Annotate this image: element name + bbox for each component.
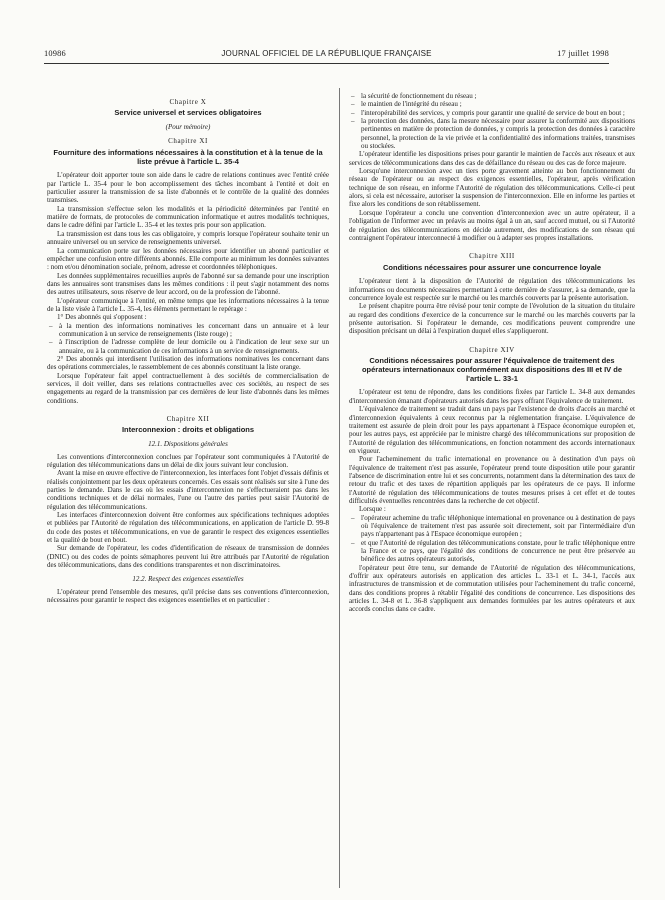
page-number: 10986 [44, 49, 66, 58]
spacer [47, 569, 329, 573]
dash-bullet: – [351, 538, 355, 547]
list-item-text: la sécurité de fonctionnement du réseau ; [361, 92, 477, 100]
paragraph: Le présent chapitre pourra être révisé pour tenir compte de l'évolution de la situation du titulaire au regard des conditions d'exercice de la concurrence sur le marché ou les marchés couverts par la présente autorisation. Si l'opérateur le demande, ces modifications peuvent comprendre une disposition précisant un délai à l'expiration duquel elles s'appliqueront. [349, 302, 635, 336]
paragraph: L'équivalence de traitement se traduit dans un pays par l'existence de droits d'accès au marché et d'interconnexion équivalents à ceux reconnus par la réglementation française. L'équivalence de traitement est assurée de plein droit pour les pays appartenant à l'Espace économique européen et, pour les autres pays, est appréciée par le ministre chargé des télécommunications sur proposition de l'Autorité de régulation des télécommunications, en fonction notamment des accords internationaux en vigueur. [349, 405, 635, 455]
list-item [349, 117, 635, 150]
dash-bullet: – [351, 117, 355, 126]
section-heading: Conditions nécessaires pour assurer l'équivalence de traitement des opérateurs internationaux conformément aux dispositions des III et IV de l'article L. 33-1 [361, 356, 623, 383]
dash-bullet: – [49, 321, 53, 330]
dash-bullet: – [351, 108, 355, 117]
paragraph: L'opérateur identifie les dispositions prises pour garantir le maintien de l'accès aux réseaux et aux services de télécommunications dans des cas de défaillance du réseau ou des cas de force majeure. [349, 150, 635, 167]
list-item-text: la protection des données, dans la mesure nécessaire pour assurer la conformité aux dispositions pertinentes en matière de protection de données, y compris la protection des données à caractère personnel, la protection de la vie privée et la confidentialité des informations traitées, transmises ou stockées. [361, 117, 635, 151]
journal-title: JOURNAL OFFICIEL DE LA RÉPUBLIQUE FRANÇAISE [221, 49, 432, 58]
right-column [349, 92, 635, 614]
chapter-label: Chapitre X [169, 98, 207, 106]
subsection-title: 12.1. Dispositions générales [148, 440, 228, 449]
paragraph: Lorsque : [359, 505, 386, 514]
section-heading: Interconnexion : droits et obligations [121, 425, 255, 435]
chapter-label: Chapitre XIV [469, 345, 515, 354]
paragraph: Avant la mise en œuvre effective de l'interconnexion, les interfaces font l'objet d'essais définis et réalisés conjointement par les deux opérateurs concernés. Ces essais sont réalisés sur site à l'une des parties le demande. Dans le cas où les essais d'interconnexion ne s'effectueraient pas dans les conditions techniques et de délai normales, l'une ou l'autre des parties peut saisir l'Autorité de régulation des télécommunications. [47, 469, 329, 511]
paragraph: Les conventions d'interconnexion conclues par l'opérateur sont communiquées à l'Autorité de régulation des télécommunications dans un délai de dix jours suivant leur conclusion. [47, 452, 329, 469]
list-item-text: le maintien de l'intégrité du réseau ; [361, 100, 462, 109]
paragraph: La transmission s'effectue selon les modalités et la périodicité déterminées par l'entité en matière de formats, de protocoles de communication informatique et autres modalités techniques, dans le cadre défini par l'article L. 35-4 et les textes pris pour son application. [47, 204, 329, 230]
left-column [47, 92, 329, 604]
dash-bullet: – [351, 92, 355, 100]
running-header [44, 49, 609, 63]
chapter-label: Chapitre XI [168, 137, 208, 146]
list-item [47, 338, 329, 355]
section-heading: Service universel et services obligatoires [114, 108, 262, 118]
paragraph: Les interfaces d'interconnexion doivent être conformes aux spécifications techniques adoptées et publiées par l'Autorité de régulation des télécommunications, en application de l'article D. 99-8 du code des postes et télécommunications, en vue de garantir le respect des exigences essentielles et la qualité de bout en bout. [47, 510, 329, 544]
paragraph: Lorsque l'opérateur fait appel contractuellement à des sociétés de commercialisation de services, il doit veiller, dans ses relations contractuelles avec ces sociétés, au respect de ses engagements au regard de la transmission par ces dernières de leur liste d'abonnés dans les mêmes conditions. [47, 371, 329, 405]
list-item-text: l'opérateur achemine du trafic téléphonique international en provenance ou à destination de pays où l'équivalence de traitement n'est pas assurée soit directement, soit par l'intermédiaire d'un pays n'appartenant pas à l'Espace économique européen ; [361, 513, 635, 539]
dash-bullet: – [351, 513, 355, 522]
spacer [349, 242, 635, 246]
paragraph: 1° Des abonnés qui s'opposent : [57, 313, 147, 322]
paragraph: Lorsqu'une interconnexion avec un tiers porte gravement atteinte au bon fonctionnement du réseau de l'opérateur ou au respect des exigences essentielles, l'opérateur, après vérification technique de son réseau, en informe l'Autorité de régulation des télécommunications. Celle-ci peut alors, si cela est nécessaire, autoriser la suspension de l'interconnexion. Elle en informe les parties et fixe alors les conditions de son rétablissement. [349, 167, 635, 209]
spacer [349, 336, 635, 340]
paragraph: L'opérateur communique à l'entité, en même temps que les informations nécessaires à la tenue de la liste visée à l'article L. 35-4, les éléments permettant le repérage : [47, 296, 329, 313]
dash-bullet: – [49, 338, 53, 347]
issue-date: 17 juillet 1998 [557, 49, 609, 58]
list-item-text: à la mention des informations nominatives les concernant dans un annuaire et à leur communication à un service de renseignements (liste rouge) ; [59, 321, 329, 338]
header-rule [44, 63, 609, 64]
list-item [349, 109, 635, 117]
list-item [349, 539, 635, 564]
section-heading: Conditions nécessaires pour assurer une concurrence loyale [383, 262, 601, 272]
subsection-title: (Pour mémoire) [165, 123, 211, 132]
list-item [47, 322, 329, 339]
paragraph: La transmission est dans tous les cas obligatoire, y compris lorsque l'opérateur souhaite tenir un annuaire universel ou un service de renseignements universel. [47, 229, 329, 247]
list-item [349, 92, 635, 100]
list-item [349, 514, 635, 539]
spacer [47, 405, 329, 409]
chapter-label: Chapitre XIII [469, 252, 515, 261]
paragraph: L'opérateur prend l'ensemble des mesures, qu'il précise dans ses conventions d'interconnexion, nécessaires pour garantir le respect des exigences essentielles et en particulier : [47, 587, 329, 605]
list-item-text: à l'inscription de l'adresse complète de leur domicile ou à l'indication de leur sexe sur un annuaire, ou à la communication de ces informations à un service de renseignements. [59, 338, 329, 355]
paragraph: L'opérateur doit apporter toute son aide dans le cadre de relations continues avec l'entité créée par l'article L. 35-4 pour le bon accomplissement des tâches incombant à l'entité et doit en particulier assurer la transmission de sa liste d'abonnés et le contrôle de la qualité des données transmises. [47, 171, 329, 205]
chapter-label: Chapitre XII [166, 415, 210, 424]
dash-bullet: – [351, 100, 355, 109]
subsection-title: 12.2. Respect des exigences essentielles [132, 575, 244, 584]
paragraph: L'opérateur tient à la disposition de l'Autorité de régulation des télécommunications les informations ou documents nécessaires permettant à cette dernière de s'assurer, à sa demande, que la concurrence loyale est respectée sur le marché ou les marchés couverts par la présente autorisation. [349, 277, 635, 303]
section-heading: Fourniture des informations nécessaires à la constitution et à la tenue de la liste prévue à l'article L. 35-4 [53, 147, 323, 166]
paragraph: Les données supplémentaires recueillies auprès de l'abonné sur sa demande pour une inscription dans les annuaires sont transmises dans les mêmes conditions : il peut s'agir notamment des noms des autres utilisateurs, sous réserve de leur accord, ou de la profession de l'abonné. [47, 271, 329, 297]
paragraph: Lorsque l'opérateur a conclu une convention d'interconnexion avec un autre opérateur, il a l'obligation de l'informer avec un préavis au moins égal à un an, sauf accord mutuel, ou si l'Autorité de régulation des télécommunications en décide autrement, des modifications de son réseau qui contraignent l'opérateur interconnecté à modifier ou à adapter ses propres installations. [349, 208, 635, 242]
paragraph: Sur demande de l'opérateur, les codes d'identification de réseaux de transmission de données (DNIC) ou des codes de points sémaphores peuvent lui être attribués par l'Autorité de régulation des télécommunications, dans des conditions transparentes et non discriminatoires. [47, 544, 329, 569]
list-item-text: et que l'Autorité de régulation des télécommunications constate, pour le trafic téléphonique entre la France et ce pays, que l'égalité des conditions de concurrence ne peut être préservée au bénéfice des autres opérateurs autorisés, [361, 538, 635, 564]
column-divider [339, 88, 340, 888]
paragraph: L'opérateur est tenu de répondre, dans les conditions fixées par l'article L. 34-8 aux demandes d'interconnexion émanant d'opérateurs autorisés dans les pays offrant l'équivalence de traitement. [349, 388, 635, 405]
paragraph: l'opérateur peut être tenu, sur demande de l'Autorité de régulation des télécommunications, d'offrir aux opérateurs autorisés en application des articles L. 33-1 et L. 34-1, l'accès aux infrastructures de transmission et de commutation utilisées pour l'acheminement du trafic concerné, dans des conditions propres à rétablir l'égalité des conditions de concurrence. Les dispositions des articles L. 34-8 et L. 36-8 s'appliquent aux demandes formulées par les autres opérateurs et aux accords conclus dans ce cadre. [349, 563, 635, 614]
paragraph: 2° Des abonnés qui interdisent l'utilisation des informations nominatives les concernant dans des opérations commerciales, le rassemblement de ces abonnés constituant la liste orange. [47, 354, 329, 372]
paragraph: Pour l'acheminement du trafic international en provenance ou à destination d'un pays où l'équivalence de traitement n'est pas assurée, l'opérateur prend toute disposition utile pour garantir l'absence de discrimination entre lui et ses concurrents, notamment dans la détermination des taux de retour du trafic et des taxes de répartition appliqués par les opérateurs de ce pays. Il informe l'Autorité de régulation des télécommunications de toutes mesures prises à cet effet et de toutes difficultés éventuelles rencontrées dans la recherche de cet objectif. [349, 455, 635, 505]
list-item [349, 100, 635, 108]
paragraph: La communication porte sur les données nécessaires pour identifier un abonné particulier et empêcher une confusion entre différents abonnés. Elle comporte au minimum les données suivantes : nom et/ou dénomination sociale, prénom, adresse et coordonnées téléphoniques. [47, 246, 329, 272]
list-item-text: l'interopérabilité des services, y compris pour garantir une qualité de service de bout en bout ; [361, 108, 625, 117]
